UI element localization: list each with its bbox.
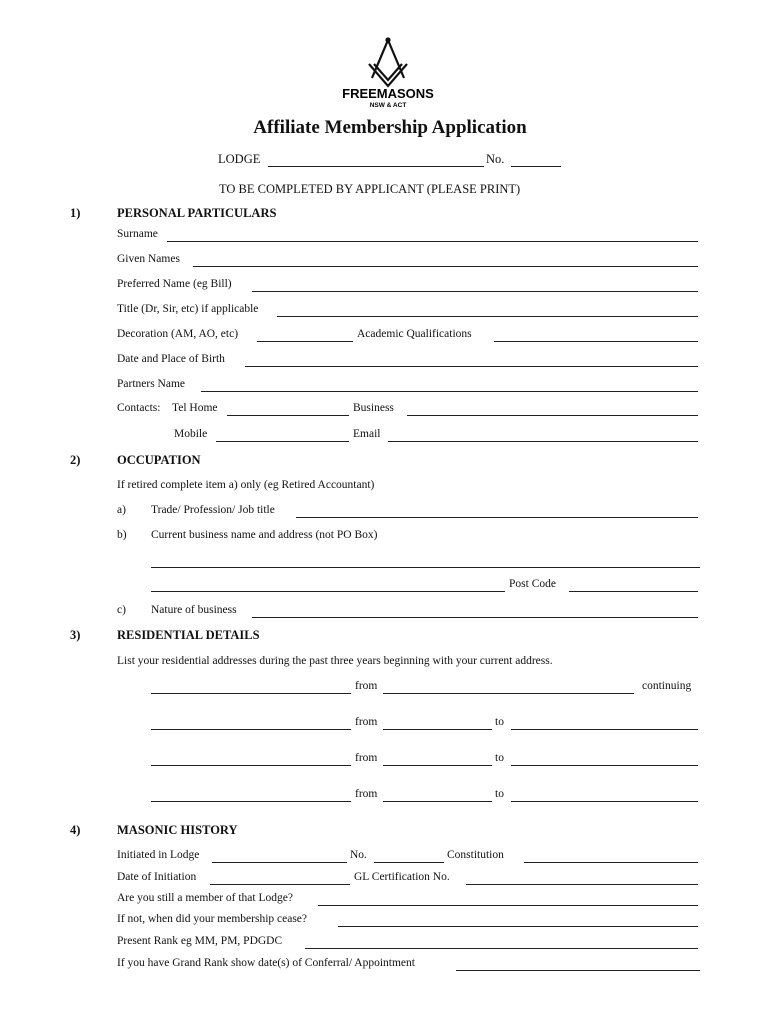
address-1-from-field[interactable] — [383, 693, 634, 694]
occupation-note: If retired complete item a) only (eg Retired Accountant) — [117, 479, 375, 491]
address-3-from-label: from — [355, 752, 378, 764]
present-rank-label: Present Rank eg MM, PM, PDGDC — [117, 935, 283, 947]
address-3-to-field[interactable] — [511, 765, 698, 766]
address-2-from-field[interactable] — [383, 729, 492, 730]
business-address-field-2[interactable] — [151, 591, 505, 592]
address-3-field[interactable] — [151, 765, 351, 766]
item-b-label: b) — [117, 529, 127, 541]
given-names-label: Given Names — [117, 253, 180, 265]
instruction-text: TO BE COMPLETED BY APPLICANT (PLEASE PRINT) — [219, 182, 521, 196]
present-rank-field[interactable] — [305, 948, 698, 949]
date-initiation-label: Date of Initiation — [117, 871, 197, 883]
still-member-label: Are you still a member of that Lodge? — [117, 892, 293, 904]
residential-note: List your residential addresses during the past three years beginning with your current address. — [117, 655, 553, 667]
surname-label: Surname — [117, 228, 158, 240]
initiated-no-label: No. — [350, 849, 367, 861]
academic-field[interactable] — [494, 341, 698, 342]
address-2-to-field[interactable] — [511, 729, 698, 730]
grand-rank-label: If you have Grand Rank show date(s) of Conferral/ Appointment — [117, 957, 415, 969]
decoration-label: Decoration (AM, AO, etc) — [117, 328, 239, 340]
contacts-label: Contacts: — [117, 402, 161, 414]
gl-cert-label: GL Certification No. — [354, 871, 450, 883]
continuing-label: continuing — [642, 680, 692, 692]
title-label: Title (Dr, Sir, etc) if applicable — [117, 303, 259, 315]
nature-business-field[interactable] — [252, 617, 698, 618]
initiated-no-field[interactable] — [374, 862, 444, 863]
business-label: Business — [353, 402, 394, 414]
surname-field[interactable] — [167, 241, 698, 242]
section-1-number: 1) — [70, 206, 81, 220]
section-4-heading: MASONIC HISTORY — [117, 823, 238, 837]
address-3-from-field[interactable] — [383, 765, 492, 766]
address-1-from-label: from — [355, 680, 378, 692]
constitution-field[interactable] — [524, 862, 698, 863]
item-a-label: a) — [117, 504, 126, 516]
logo-brand: FREEMASONS — [342, 86, 434, 101]
trade-field[interactable] — [296, 517, 698, 518]
lodge-no-field[interactable] — [511, 166, 561, 167]
membership-cease-label: If not, when did your membership cease? — [117, 913, 308, 925]
gl-cert-field[interactable] — [466, 884, 698, 885]
partner-label: Partners Name — [117, 378, 186, 390]
section-3-heading: RESIDENTIAL DETAILS — [117, 628, 260, 642]
address-2-from-label: from — [355, 716, 378, 728]
logo-region: NSW & ACT — [369, 102, 407, 109]
dob-field[interactable] — [245, 366, 698, 367]
title-field[interactable] — [277, 316, 698, 317]
email-field[interactable] — [388, 441, 698, 442]
dob-label: Date and Place of Birth — [117, 353, 225, 365]
address-4-from-field[interactable] — [383, 801, 492, 802]
address-2-field[interactable] — [151, 729, 351, 730]
tel-home-field[interactable] — [227, 415, 349, 416]
postcode-label: Post Code — [509, 578, 556, 590]
lodge-no-label: No. — [486, 152, 505, 166]
business-address-label: Current business name and address (not PO Box) — [151, 529, 378, 541]
initiated-field[interactable] — [212, 862, 347, 863]
section-4-number: 4) — [70, 823, 81, 837]
date-initiation-field[interactable] — [210, 884, 350, 885]
section-2-heading: OCCUPATION — [117, 453, 201, 467]
mobile-label: Mobile — [174, 428, 208, 440]
membership-cease-field[interactable] — [338, 926, 698, 927]
lodge-field[interactable] — [268, 166, 484, 167]
address-3-to-label: to — [495, 752, 504, 764]
address-4-from-label: from — [355, 788, 378, 800]
constitution-label: Constitution — [447, 849, 504, 861]
address-4-field[interactable] — [151, 801, 351, 802]
grand-rank-field[interactable] — [456, 970, 700, 971]
mobile-field[interactable] — [216, 441, 349, 442]
preferred-name-label: Preferred Name (eg Bill) — [117, 278, 232, 290]
preferred-name-field[interactable] — [252, 291, 698, 292]
section-2-number: 2) — [70, 453, 81, 467]
section-1-heading: PERSONAL PARTICULARS — [117, 206, 277, 220]
postcode-field[interactable] — [569, 591, 698, 592]
given-names-field[interactable] — [193, 266, 698, 267]
page-title: Affiliate Membership Application — [253, 117, 527, 138]
square-and-compasses-icon — [369, 37, 407, 86]
section-3-number: 3) — [70, 628, 81, 642]
academic-label: Academic Qualifications — [357, 328, 472, 340]
email-label: Email — [353, 428, 381, 440]
business-address-field-1[interactable] — [151, 567, 700, 568]
tel-home-label: Tel Home — [172, 402, 218, 414]
address-2-to-label: to — [495, 716, 504, 728]
initiated-label: Initiated in Lodge — [117, 849, 200, 861]
address-4-to-label: to — [495, 788, 504, 800]
business-phone-field[interactable] — [407, 415, 698, 416]
lodge-label: LODGE — [218, 152, 261, 166]
address-1-field[interactable] — [151, 693, 351, 694]
freemasons-logo — [340, 34, 436, 110]
decoration-field[interactable] — [257, 341, 353, 342]
address-4-to-field[interactable] — [511, 801, 698, 802]
partner-field[interactable] — [201, 391, 698, 392]
nature-business-label: Nature of business — [151, 604, 237, 616]
still-member-field[interactable] — [318, 905, 698, 906]
trade-label: Trade/ Profession/ Job title — [151, 504, 275, 516]
item-c-label: c) — [117, 604, 126, 616]
